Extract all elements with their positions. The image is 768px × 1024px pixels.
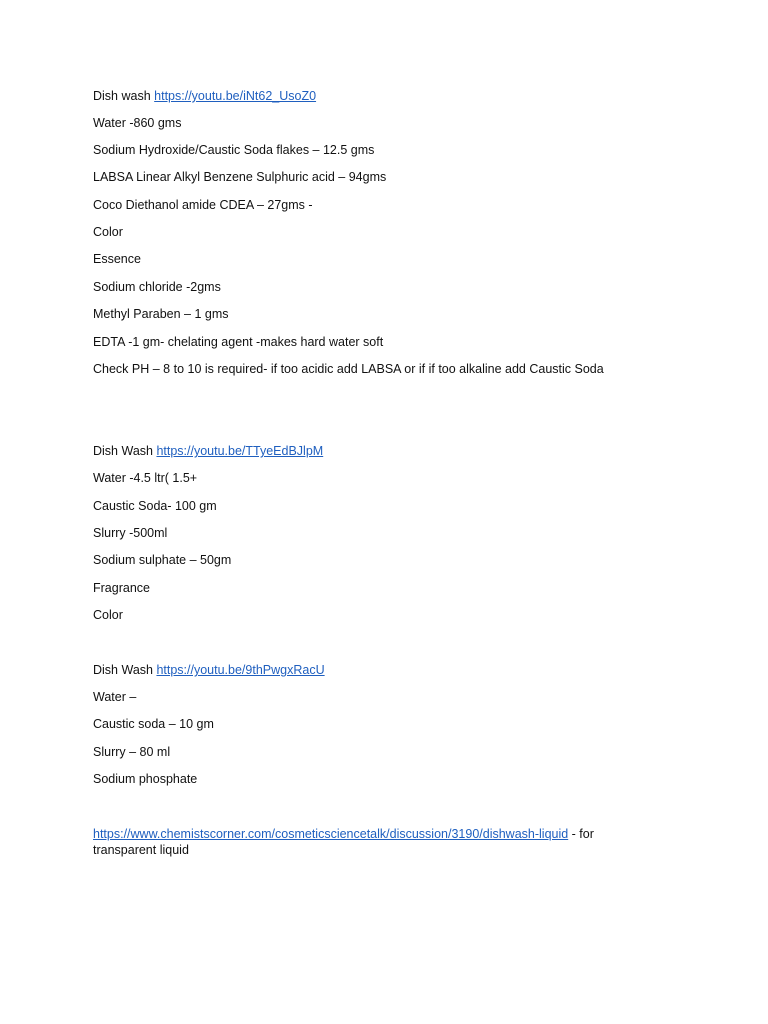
section2-heading <box>93 443 323 459</box>
section3-item: Caustic soda – 10 gm <box>93 717 214 731</box>
section1-item: Essence <box>93 252 141 266</box>
section1-heading <box>93 88 316 104</box>
section2-item: Water -4.5 ltr( 1.5+ <box>93 471 198 485</box>
section1-item: LABSA Linear Alkyl Benzene Sulphuric acid – 94gms <box>93 170 387 184</box>
section1-item: Water -860 gms <box>93 116 182 130</box>
section1-item: EDTA -1 gm- chelating agent -makes hard water soft <box>93 335 384 349</box>
section3-item: Sodium phosphate <box>93 772 198 786</box>
section3-item: Slurry – 80 ml <box>93 745 171 759</box>
footer-reference <box>93 826 653 858</box>
section2-link[interactable]: https://youtu.be/TTyeEdBJlpM <box>156 444 324 458</box>
section1-title: Dish wash <box>93 89 151 103</box>
section1-item: Sodium chloride -2gms <box>93 280 221 294</box>
section2-item: Color <box>93 608 123 622</box>
footer-suffix: - for transparent liquid <box>93 827 594 857</box>
section2-item: Fragrance <box>93 581 150 595</box>
section1-item: Methyl Paraben – 1 gms <box>93 307 229 321</box>
section3-link[interactable]: https://youtu.be/9thPwgxRacU <box>156 663 325 677</box>
section2-item: Sodium sulphate – 50gm <box>93 553 232 567</box>
section1-item: Sodium Hydroxide/Caustic Soda flakes – 12.5 gms <box>93 143 375 157</box>
section1-item: Check PH – 8 to 10 is required- if too acidic add LABSA or if if too alkaline add Caustic Soda <box>93 362 604 376</box>
section2-title: Dish Wash <box>93 444 153 458</box>
section3-item: Water – <box>93 690 137 704</box>
section2-item: Caustic Soda- 100 gm <box>93 499 217 513</box>
section1-link[interactable]: https://youtu.be/iNt62_UsoZ0 <box>154 89 317 103</box>
section1-item: Coco Diethanol amide CDEA – 27gms - <box>93 198 313 212</box>
footer-link[interactable]: https://www.chemistscorner.com/cosmeticsciencetalk/discussion/3190/dishwash-liquid <box>93 827 569 841</box>
section3-heading <box>93 662 325 678</box>
section2-item: Slurry -500ml <box>93 526 168 540</box>
section1-item: Color <box>93 225 123 239</box>
section3-title: Dish Wash <box>93 663 153 677</box>
